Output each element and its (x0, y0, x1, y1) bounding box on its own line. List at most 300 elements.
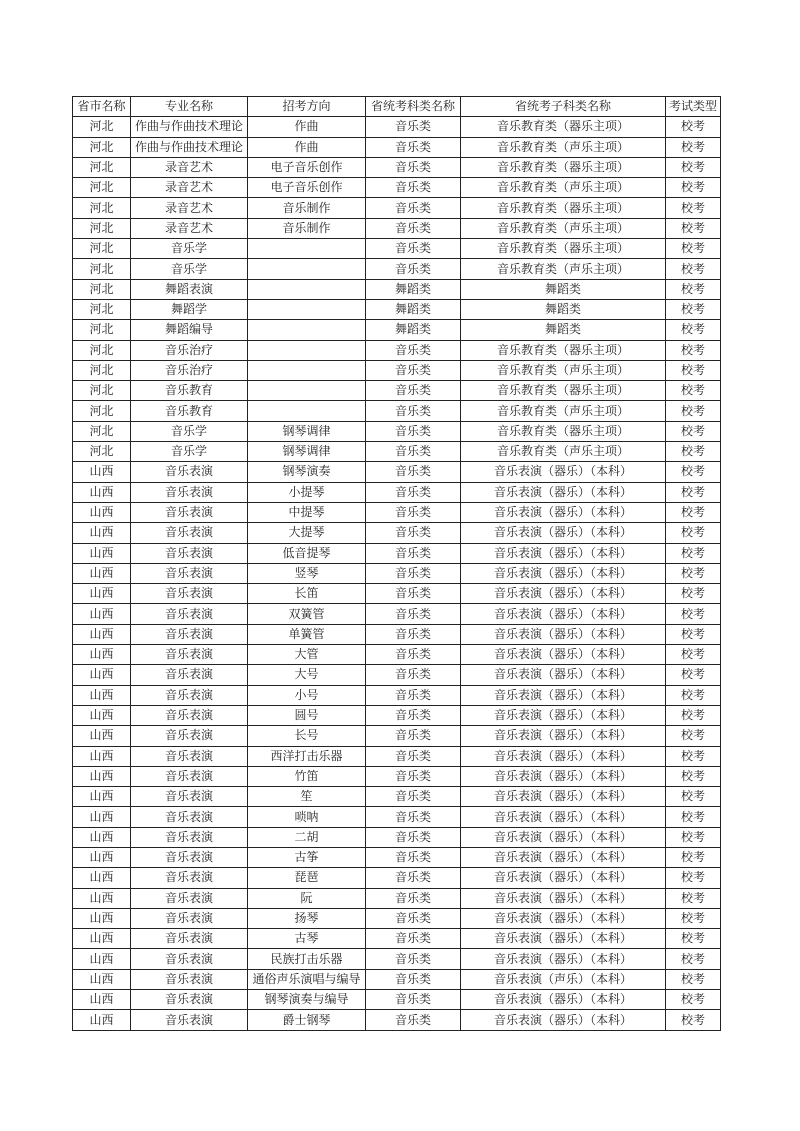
cell-subcategory: 音乐表演（器乐）（本科） (461, 563, 666, 583)
cell-exam-type: 校考 (666, 746, 721, 766)
cell-subcategory: 音乐表演（器乐）（本科） (461, 1010, 666, 1030)
cell-category: 音乐类 (366, 137, 461, 157)
cell-exam-type: 校考 (666, 178, 721, 198)
cell-direction: 钢琴演奏与编导 (248, 990, 366, 1010)
cell-direction: 笙 (248, 787, 366, 807)
cell-exam-type: 校考 (666, 360, 721, 380)
cell-subcategory: 音乐表演（器乐）（本科） (461, 908, 666, 928)
cell-category: 音乐类 (366, 401, 461, 421)
cell-exam-type: 校考 (666, 442, 721, 462)
cell-major: 音乐学 (131, 442, 248, 462)
cell-direction: 竖琴 (248, 563, 366, 583)
table-row (73, 502, 721, 522)
cell-province: 山西 (73, 908, 131, 928)
cell-province: 山西 (73, 543, 131, 563)
cell-subcategory: 音乐教育类（声乐主项） (461, 442, 666, 462)
cell-category: 音乐类 (366, 523, 461, 543)
cell-exam-type: 校考 (666, 847, 721, 867)
header-direction: 招考方向 (248, 97, 366, 117)
cell-exam-type: 校考 (666, 787, 721, 807)
cell-category: 音乐类 (366, 990, 461, 1010)
cell-exam-type: 校考 (666, 401, 721, 421)
cell-major: 音乐表演 (131, 969, 248, 989)
cell-major: 音乐表演 (131, 604, 248, 624)
cell-major: 音乐表演 (131, 705, 248, 725)
cell-exam-type: 校考 (666, 239, 721, 259)
cell-subcategory: 音乐教育类（器乐主项） (461, 381, 666, 401)
cell-exam-type: 校考 (666, 1010, 721, 1030)
cell-province: 山西 (73, 787, 131, 807)
cell-exam-type: 校考 (666, 807, 721, 827)
cell-subcategory: 音乐表演（声乐）（本科） (461, 969, 666, 989)
cell-direction: 小提琴 (248, 482, 366, 502)
cell-major: 录音艺术 (131, 198, 248, 218)
cell-subcategory: 音乐教育类（器乐主项） (461, 157, 666, 177)
cell-exam-type: 校考 (666, 705, 721, 725)
cell-category: 舞蹈类 (366, 279, 461, 299)
cell-major: 音乐表演 (131, 746, 248, 766)
header-exam-type: 考试类型 (666, 97, 721, 117)
cell-subcategory: 音乐表演（器乐）（本科） (461, 523, 666, 543)
cell-direction: 古筝 (248, 847, 366, 867)
cell-subcategory: 音乐教育类（器乐主项） (461, 421, 666, 441)
cell-direction: 电子音乐创作 (248, 178, 366, 198)
table-row (73, 239, 721, 259)
table-row (73, 766, 721, 786)
cell-major: 录音艺术 (131, 178, 248, 198)
cell-subcategory: 音乐表演（器乐）（本科） (461, 929, 666, 949)
cell-major: 音乐治疗 (131, 360, 248, 380)
cell-subcategory: 舞蹈类 (461, 299, 666, 319)
cell-province: 河北 (73, 178, 131, 198)
cell-category: 音乐类 (366, 157, 461, 177)
cell-direction (248, 320, 366, 340)
cell-province: 河北 (73, 340, 131, 360)
cell-province: 山西 (73, 929, 131, 949)
cell-major: 音乐表演 (131, 888, 248, 908)
cell-direction: 作曲 (248, 137, 366, 157)
cell-direction: 小号 (248, 685, 366, 705)
cell-category: 音乐类 (366, 218, 461, 238)
cell-category: 音乐类 (366, 766, 461, 786)
cell-subcategory: 音乐表演（器乐）（本科） (461, 766, 666, 786)
table-row (73, 401, 721, 421)
cell-province: 河北 (73, 320, 131, 340)
cell-province: 山西 (73, 665, 131, 685)
cell-subcategory: 音乐表演（器乐）（本科） (461, 868, 666, 888)
cell-category: 音乐类 (366, 239, 461, 259)
cell-major: 音乐学 (131, 239, 248, 259)
table-row (73, 381, 721, 401)
cell-province: 山西 (73, 888, 131, 908)
cell-major: 音乐表演 (131, 990, 248, 1010)
cell-province: 山西 (73, 868, 131, 888)
cell-major: 音乐表演 (131, 787, 248, 807)
cell-province: 山西 (73, 523, 131, 543)
cell-category: 音乐类 (366, 381, 461, 401)
cell-category: 音乐类 (366, 705, 461, 725)
cell-subcategory: 音乐表演（器乐）（本科） (461, 502, 666, 522)
table-row (73, 198, 721, 218)
cell-subcategory: 音乐教育类（声乐主项） (461, 259, 666, 279)
cell-direction: 竹笛 (248, 766, 366, 786)
table-row (73, 969, 721, 989)
cell-subcategory: 舞蹈类 (461, 279, 666, 299)
cell-subcategory: 音乐教育类（器乐主项） (461, 239, 666, 259)
cell-category: 音乐类 (366, 117, 461, 137)
cell-province: 河北 (73, 259, 131, 279)
cell-category: 音乐类 (366, 259, 461, 279)
table-row (73, 137, 721, 157)
cell-category: 音乐类 (366, 584, 461, 604)
cell-province: 河北 (73, 218, 131, 238)
cell-province: 山西 (73, 624, 131, 644)
cell-exam-type: 校考 (666, 137, 721, 157)
cell-exam-type: 校考 (666, 462, 721, 482)
table-row (73, 929, 721, 949)
cell-subcategory: 音乐表演（器乐）（本科） (461, 827, 666, 847)
cell-subcategory: 音乐表演（器乐）（本科） (461, 888, 666, 908)
header-subcategory: 省统考子科类名称 (461, 97, 666, 117)
cell-province: 河北 (73, 198, 131, 218)
cell-province: 河北 (73, 239, 131, 259)
cell-direction (248, 340, 366, 360)
cell-subcategory: 音乐表演（器乐）（本科） (461, 645, 666, 665)
cell-major: 音乐学 (131, 259, 248, 279)
cell-category: 舞蹈类 (366, 299, 461, 319)
table-row (73, 787, 721, 807)
cell-direction: 钢琴调律 (248, 421, 366, 441)
cell-province: 山西 (73, 807, 131, 827)
cell-exam-type: 校考 (666, 381, 721, 401)
cell-category: 音乐类 (366, 340, 461, 360)
cell-province: 山西 (73, 1010, 131, 1030)
cell-category: 音乐类 (366, 726, 461, 746)
table-row (73, 888, 721, 908)
cell-exam-type: 校考 (666, 665, 721, 685)
cell-major: 音乐表演 (131, 685, 248, 705)
cell-exam-type: 校考 (666, 584, 721, 604)
table-row (73, 949, 721, 969)
cell-direction: 长笛 (248, 584, 366, 604)
cell-exam-type: 校考 (666, 421, 721, 441)
cell-subcategory: 音乐表演（器乐）（本科） (461, 990, 666, 1010)
cell-category: 音乐类 (366, 360, 461, 380)
cell-province: 河北 (73, 299, 131, 319)
cell-direction: 民族打击乐器 (248, 949, 366, 969)
cell-subcategory: 音乐表演（器乐）（本科） (461, 584, 666, 604)
table-row (73, 645, 721, 665)
table-row (73, 360, 721, 380)
cell-province: 山西 (73, 502, 131, 522)
cell-major: 录音艺术 (131, 157, 248, 177)
cell-direction: 古琴 (248, 929, 366, 949)
cell-direction: 电子音乐创作 (248, 157, 366, 177)
cell-category: 音乐类 (366, 178, 461, 198)
cell-province: 河北 (73, 442, 131, 462)
table-row (73, 462, 721, 482)
cell-category: 音乐类 (366, 827, 461, 847)
cell-subcategory: 音乐表演（器乐）（本科） (461, 462, 666, 482)
table-row (73, 726, 721, 746)
cell-exam-type: 校考 (666, 259, 721, 279)
cell-exam-type: 校考 (666, 320, 721, 340)
cell-subcategory: 音乐表演（器乐）（本科） (461, 685, 666, 705)
cell-province: 山西 (73, 462, 131, 482)
cell-subcategory: 音乐表演（器乐）（本科） (461, 543, 666, 563)
cell-province: 山西 (73, 949, 131, 969)
table-row (73, 218, 721, 238)
cell-major: 音乐表演 (131, 827, 248, 847)
table-row (73, 1010, 721, 1030)
cell-direction (248, 401, 366, 421)
cell-major: 音乐表演 (131, 563, 248, 583)
cell-major: 音乐表演 (131, 949, 248, 969)
table-row (73, 543, 721, 563)
table-row (73, 279, 721, 299)
cell-province: 河北 (73, 157, 131, 177)
cell-province: 河北 (73, 360, 131, 380)
cell-province: 河北 (73, 421, 131, 441)
cell-major: 音乐表演 (131, 868, 248, 888)
cell-major: 音乐表演 (131, 645, 248, 665)
cell-province: 山西 (73, 705, 131, 725)
cell-major: 音乐表演 (131, 1010, 248, 1030)
cell-direction: 大管 (248, 645, 366, 665)
table-row (73, 705, 721, 725)
cell-category: 音乐类 (366, 543, 461, 563)
cell-subcategory: 音乐教育类（声乐主项） (461, 137, 666, 157)
cell-category: 音乐类 (366, 847, 461, 867)
cell-exam-type: 校考 (666, 726, 721, 746)
cell-province: 山西 (73, 827, 131, 847)
table-row (73, 442, 721, 462)
cell-category: 音乐类 (366, 685, 461, 705)
cell-category: 音乐类 (366, 746, 461, 766)
cell-direction (248, 239, 366, 259)
cell-exam-type: 校考 (666, 218, 721, 238)
cell-exam-type: 校考 (666, 198, 721, 218)
cell-province: 山西 (73, 482, 131, 502)
cell-subcategory: 音乐表演（器乐）（本科） (461, 665, 666, 685)
cell-category: 音乐类 (366, 665, 461, 685)
cell-category: 音乐类 (366, 1010, 461, 1030)
cell-major: 音乐表演 (131, 929, 248, 949)
cell-direction: 双簧管 (248, 604, 366, 624)
cell-category: 音乐类 (366, 462, 461, 482)
cell-exam-type: 校考 (666, 502, 721, 522)
cell-category: 音乐类 (366, 969, 461, 989)
cell-subcategory: 音乐表演（器乐）（本科） (461, 787, 666, 807)
cell-province: 河北 (73, 279, 131, 299)
cell-exam-type: 校考 (666, 299, 721, 319)
cell-subcategory: 音乐教育类（声乐主项） (461, 401, 666, 421)
cell-direction: 通俗声乐演唱与编导 (248, 969, 366, 989)
cell-subcategory: 音乐表演（器乐）（本科） (461, 482, 666, 502)
cell-subcategory: 音乐表演（器乐）（本科） (461, 604, 666, 624)
cell-province: 山西 (73, 766, 131, 786)
cell-direction: 钢琴演奏 (248, 462, 366, 482)
cell-major: 音乐教育 (131, 381, 248, 401)
table-row (73, 685, 721, 705)
table-row (73, 259, 721, 279)
cell-exam-type: 校考 (666, 990, 721, 1010)
cell-exam-type: 校考 (666, 563, 721, 583)
table-row (73, 157, 721, 177)
cell-subcategory: 音乐教育类（器乐主项） (461, 340, 666, 360)
cell-direction: 大提琴 (248, 523, 366, 543)
cell-category: 音乐类 (366, 787, 461, 807)
cell-subcategory: 音乐教育类（声乐主项） (461, 360, 666, 380)
cell-category: 音乐类 (366, 868, 461, 888)
cell-subcategory: 音乐表演（器乐）（本科） (461, 624, 666, 644)
header-province: 省市名称 (73, 97, 131, 117)
table-row (73, 299, 721, 319)
cell-category: 舞蹈类 (366, 320, 461, 340)
cell-exam-type: 校考 (666, 929, 721, 949)
table-row (73, 847, 721, 867)
cell-category: 音乐类 (366, 908, 461, 928)
cell-category: 音乐类 (366, 929, 461, 949)
cell-direction (248, 360, 366, 380)
cell-province: 山西 (73, 604, 131, 624)
cell-direction: 圆号 (248, 705, 366, 725)
cell-category: 音乐类 (366, 604, 461, 624)
cell-category: 音乐类 (366, 482, 461, 502)
cell-direction: 大号 (248, 665, 366, 685)
cell-direction (248, 279, 366, 299)
cell-major: 音乐表演 (131, 543, 248, 563)
cell-category: 音乐类 (366, 563, 461, 583)
cell-category: 音乐类 (366, 807, 461, 827)
cell-subcategory: 舞蹈类 (461, 320, 666, 340)
cell-exam-type: 校考 (666, 969, 721, 989)
cell-subcategory: 音乐表演（器乐）（本科） (461, 807, 666, 827)
cell-subcategory: 音乐表演（器乐）（本科） (461, 705, 666, 725)
cell-direction: 西洋打击乐器 (248, 746, 366, 766)
cell-direction: 音乐制作 (248, 218, 366, 238)
cell-direction: 长号 (248, 726, 366, 746)
cell-category: 音乐类 (366, 198, 461, 218)
table-row (73, 482, 721, 502)
header-category: 省统考科类名称 (366, 97, 461, 117)
cell-category: 音乐类 (366, 421, 461, 441)
cell-province: 山西 (73, 990, 131, 1010)
cell-province: 河北 (73, 117, 131, 137)
table-row (73, 807, 721, 827)
cell-province: 山西 (73, 746, 131, 766)
table-row (73, 624, 721, 644)
cell-subcategory: 音乐表演（器乐）（本科） (461, 847, 666, 867)
cell-major: 音乐治疗 (131, 340, 248, 360)
cell-exam-type: 校考 (666, 624, 721, 644)
table-row (73, 827, 721, 847)
cell-province: 河北 (73, 137, 131, 157)
cell-category: 音乐类 (366, 949, 461, 969)
cell-subcategory: 音乐表演（器乐）（本科） (461, 746, 666, 766)
cell-direction (248, 381, 366, 401)
cell-province: 山西 (73, 563, 131, 583)
table-row (73, 340, 721, 360)
cell-subcategory: 音乐教育类（声乐主项） (461, 178, 666, 198)
cell-exam-type: 校考 (666, 604, 721, 624)
cell-exam-type: 校考 (666, 827, 721, 847)
table-row (73, 563, 721, 583)
cell-province: 山西 (73, 685, 131, 705)
cell-subcategory: 音乐表演（器乐）（本科） (461, 726, 666, 746)
cell-major: 音乐表演 (131, 462, 248, 482)
cell-province: 山西 (73, 726, 131, 746)
cell-direction: 音乐制作 (248, 198, 366, 218)
cell-subcategory: 音乐教育类（器乐主项） (461, 198, 666, 218)
cell-category: 音乐类 (366, 624, 461, 644)
cell-direction: 低音提琴 (248, 543, 366, 563)
cell-exam-type: 校考 (666, 523, 721, 543)
cell-exam-type: 校考 (666, 157, 721, 177)
cell-major: 舞蹈学 (131, 299, 248, 319)
cell-major: 音乐表演 (131, 726, 248, 746)
cell-direction: 单簧管 (248, 624, 366, 644)
cell-exam-type: 校考 (666, 340, 721, 360)
cell-exam-type: 校考 (666, 908, 721, 928)
table-row (73, 421, 721, 441)
table-row (73, 523, 721, 543)
cell-province: 山西 (73, 847, 131, 867)
cell-exam-type: 校考 (666, 117, 721, 137)
cell-major: 舞蹈表演 (131, 279, 248, 299)
cell-exam-type: 校考 (666, 645, 721, 665)
table-row (73, 868, 721, 888)
cell-province: 河北 (73, 401, 131, 421)
table-row (73, 665, 721, 685)
cell-major: 作曲与作曲技术理论 (131, 117, 248, 137)
cell-direction: 中提琴 (248, 502, 366, 522)
cell-major: 音乐表演 (131, 482, 248, 502)
cell-major: 音乐表演 (131, 523, 248, 543)
table-row (73, 178, 721, 198)
cell-subcategory: 音乐表演（器乐）（本科） (461, 949, 666, 969)
cell-category: 音乐类 (366, 645, 461, 665)
table-row (73, 908, 721, 928)
cell-exam-type: 校考 (666, 868, 721, 888)
header-row (73, 97, 721, 117)
cell-exam-type: 校考 (666, 685, 721, 705)
cell-exam-type: 校考 (666, 482, 721, 502)
table-row (73, 117, 721, 137)
table-row (73, 320, 721, 340)
cell-direction: 钢琴调律 (248, 442, 366, 462)
cell-category: 音乐类 (366, 888, 461, 908)
cell-direction (248, 259, 366, 279)
cell-exam-type: 校考 (666, 949, 721, 969)
cell-major: 音乐教育 (131, 401, 248, 421)
cell-major: 录音艺术 (131, 218, 248, 238)
cell-subcategory: 音乐教育类（声乐主项） (461, 218, 666, 238)
cell-direction: 爵士钢琴 (248, 1010, 366, 1030)
cell-major: 音乐表演 (131, 766, 248, 786)
cell-exam-type: 校考 (666, 766, 721, 786)
cell-direction: 琵琶 (248, 868, 366, 888)
cell-major: 音乐表演 (131, 502, 248, 522)
cell-major: 音乐表演 (131, 665, 248, 685)
cell-major: 音乐学 (131, 421, 248, 441)
cell-province: 山西 (73, 645, 131, 665)
cell-exam-type: 校考 (666, 279, 721, 299)
cell-exam-type: 校考 (666, 888, 721, 908)
header-major: 专业名称 (131, 97, 248, 117)
cell-subcategory: 音乐教育类（器乐主项） (461, 117, 666, 137)
cell-major: 音乐表演 (131, 807, 248, 827)
